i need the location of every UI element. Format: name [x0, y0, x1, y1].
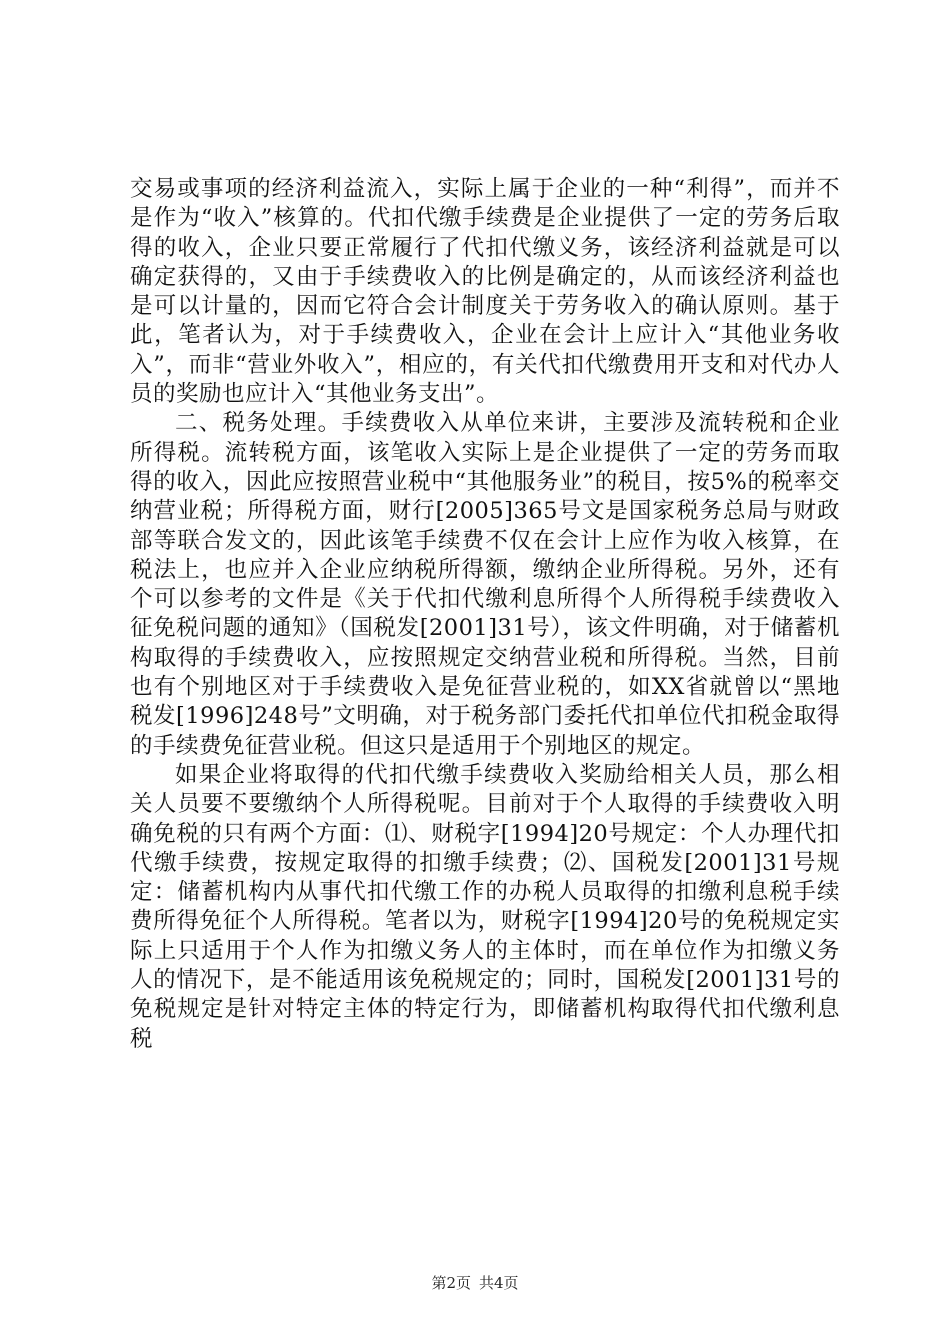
page-number: 第2页	[431, 1274, 471, 1292]
paragraph-personal-income-tax: 如果企业将取得的代扣代缴手续费收入奖励给相关人员，那么相关人员要不要缴纳个人所得税呢。目前对于个人取得的手续费收入明确免税的只有两个方面：⑴、财税字[1994]20号规定：个人办理代扣代缴手续费，按规定取得的扣缴手续费；⑵、国税发[2001]31号规定：储蓄机构内从事代扣代缴工作的办税人员取得的扣缴利息税手续费所得免征个人所得税。笔者以为，财税字[1994]20号的免税规定实际上只适用于个人作为扣缴义务人的主体时，而在单位作为扣缴义务人的情况下，是不能适用该免税规定的；同时，国税发[2001]31号的免税规定是针对特定主体的特定行为，即储蓄机构取得代扣代缴利息税	[130, 761, 840, 1052]
paragraph-tax-treatment: 二、税务处理。手续费收入从单位来讲，主要涉及流转税和企业所得税。流转税方面，该笔收入实际上是企业提供了一定的劳务而取得的收入，因此应按照营业税中“其他服务业”的税目，按5%的税率交纳营业税；所得税方面，财行[2005]365号文是国家税务总局与财政部等联合发文的，因此该笔手续费不仅在会计上应作为收入核算，在税法上，也应并入企业应纳税所得额，缴纳企业所得税。另外，还有个可以参考的文件是《关于代扣代缴利息所得个人所得税手续费收入征免税问题的通知》（国税发[2001]31号），该文件明确，对于储蓄机构取得的手续费收入，应按照规定交纳营业税和所得税。当然，目前也有个别地区对于手续费收入是免征营业税的，如XX省就曾以“黑地税发[1996]248号”文明确，对于税务部门委托代扣单位代扣税金取得的手续费免征营业税。但这只是适用于个别地区的规定。	[130, 410, 840, 759]
document-body	[130, 175, 840, 1054]
paragraph-accounting-continued: 交易或事项的经济利益流入，实际上属于企业的一种“利得”，而并不是作为“收入”核算的。代扣代缴手续费是企业提供了一定的劳务后取得的收入，企业只要正常履行了代扣代缴义务，该经济利益就是可以确定获得的，又由于手续费收入的比例是确定的，从而该经济利益也是可以计量的，因而它符合会计制度关于劳务收入的确认原则。基于此，笔者认为，对于手续费收入，企业在会计上应计入“其他业务收入”，而非“营业外收入”，相应的，有关代扣代缴费用开支和对代办人员的奖励也应计入“其他业务支出”。	[130, 176, 840, 408]
page-footer	[0, 1272, 950, 1293]
page-total: 共4页	[479, 1274, 519, 1292]
